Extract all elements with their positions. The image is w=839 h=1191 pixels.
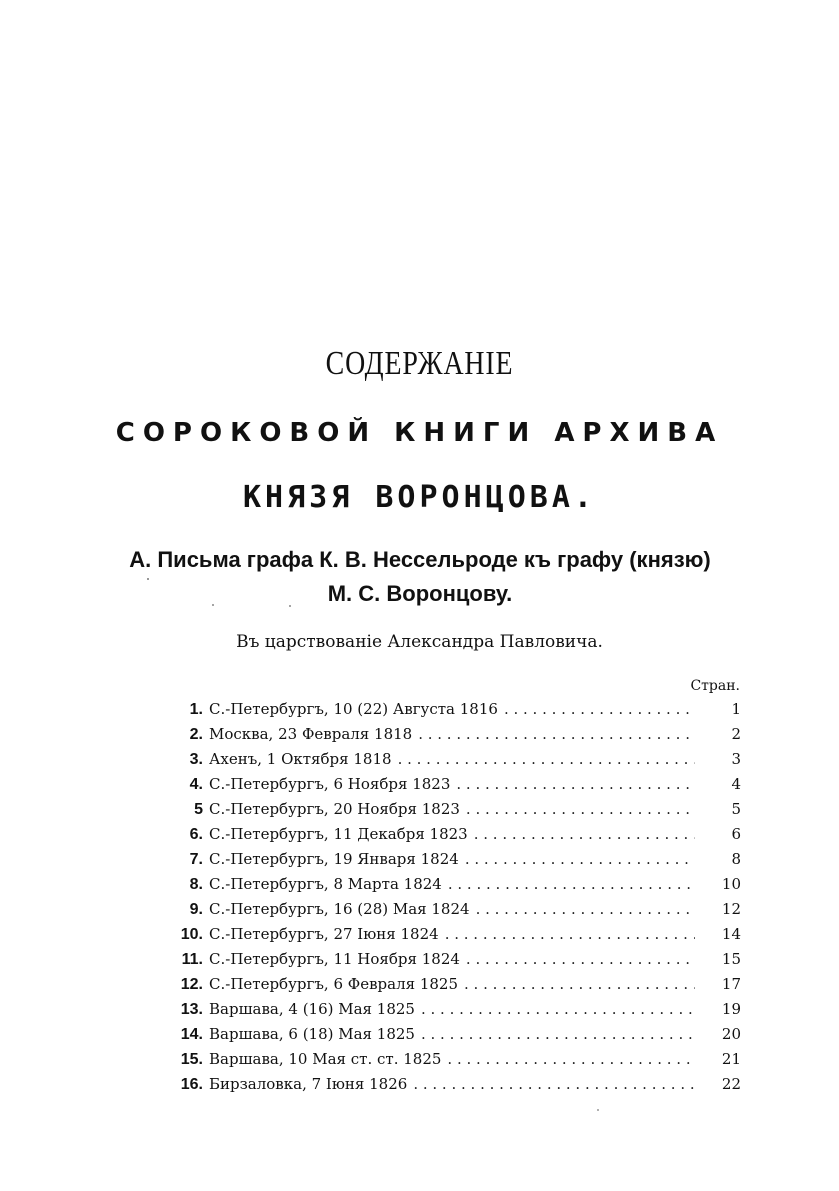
toc-entry: С.-Петербургъ, 20 Ноября 1823	[209, 800, 460, 818]
toc-leader-dots	[448, 875, 695, 893]
page-title: СОДЕРЖАНІЕ	[325, 345, 514, 382]
toc-leader-dots	[466, 800, 695, 818]
toc-entry: С.-Петербургъ, 11 Декабря 1823	[209, 825, 468, 843]
toc-leader-dots	[421, 1025, 695, 1043]
toc-number: 5	[194, 801, 203, 818]
toc-leader-dots	[504, 700, 695, 718]
toc-entry: С.-Петербургъ, 11 Ноября 1824	[209, 950, 460, 968]
toc-leader-dots	[447, 1050, 695, 1068]
toc-row	[165, 1050, 741, 1075]
section-a-line2: М. С. Воронцову.	[327, 581, 513, 606]
toc-leader-dots	[474, 825, 695, 843]
toc-leader-dots	[465, 850, 695, 868]
toc-leader-dots	[466, 950, 695, 968]
toc-number: 15.	[180, 1051, 203, 1068]
toc-entry: С.-Петербургъ, 6 Ноября 1823	[209, 775, 451, 793]
toc-row	[165, 900, 741, 925]
toc-number: 10.	[180, 926, 203, 943]
table-of-contents	[165, 700, 741, 1100]
toc-row	[165, 1025, 741, 1050]
toc-entry: Ахенъ, 1 Октября 1818	[209, 750, 392, 768]
toc-page-number: 17	[721, 975, 741, 993]
toc-number: 1.	[189, 701, 203, 718]
toc-leader-dots	[464, 975, 695, 993]
toc-number: 3.	[189, 751, 203, 768]
toc-page-number: 20	[721, 1025, 741, 1043]
toc-number: 9.	[189, 901, 203, 918]
toc-number: 11.	[181, 951, 203, 968]
toc-row	[165, 925, 741, 950]
toc-entry: С.-Петербургъ, 27 Іюня 1824	[209, 925, 439, 943]
toc-leader-dots	[398, 750, 695, 768]
toc-page-number: 14	[721, 925, 741, 943]
toc-page-number: 1	[731, 700, 741, 718]
toc-entry: С.-Петербургъ, 8 Марта 1824	[209, 875, 442, 893]
toc-page-number: 3	[731, 750, 741, 768]
toc-page-number: 5	[731, 800, 741, 818]
toc-entry: Москва, 23 Февраля 1818	[209, 725, 413, 743]
toc-row	[165, 950, 741, 975]
toc-row	[165, 775, 741, 800]
toc-page-number: 4	[731, 775, 741, 793]
reign-heading: Въ царствованіе Александра Павловича.	[236, 632, 603, 652]
toc-number: 4.	[189, 776, 203, 793]
toc-row	[165, 1000, 741, 1025]
toc-number: 16.	[180, 1076, 203, 1093]
toc-entry: Варшава, 10 Мая ст. ст. 1825	[209, 1050, 442, 1068]
toc-entry: С.-Петербургъ, 6 Февраля 1825	[209, 975, 459, 993]
toc-number: 6.	[189, 826, 203, 843]
toc-row	[165, 875, 741, 900]
toc-entry: Варшава, 4 (16) Мая 1825	[209, 1000, 415, 1018]
toc-page-number: 15	[721, 950, 741, 968]
toc-leader-dots	[421, 1000, 695, 1018]
toc-entry: С.-Петербургъ, 10 (22) Августа 1816	[209, 700, 498, 718]
toc-row	[165, 825, 741, 850]
toc-row	[165, 975, 741, 1000]
toc-page-number: 19	[721, 1000, 741, 1018]
toc-leader-dots	[456, 775, 695, 793]
toc-row	[165, 1075, 741, 1100]
toc-row	[165, 850, 741, 875]
toc-page-number: 6	[731, 825, 741, 843]
toc-row	[165, 750, 741, 775]
toc-number: 14.	[180, 1026, 203, 1043]
toc-page-number: 22	[721, 1075, 741, 1093]
toc-entry: С.-Петербургъ, 19 Января 1824	[209, 850, 459, 868]
subtitle-book: СОРОКОВОЙ КНИГИ АРХИВА	[115, 418, 724, 448]
toc-number: 7.	[189, 851, 203, 868]
toc-row	[165, 800, 741, 825]
toc-page-number: 8	[731, 850, 741, 868]
toc-row	[165, 700, 741, 725]
toc-number: 8.	[189, 876, 203, 893]
toc-entry: Бирзаловка, 7 Іюня 1826	[209, 1075, 408, 1093]
toc-leader-dots	[418, 725, 695, 743]
toc-number: 12.	[180, 976, 203, 993]
toc-leader-dots	[476, 900, 695, 918]
toc-page-number: 2	[731, 725, 741, 743]
section-a-line1: А. Письма графа К. В. Нессельроде къ графу (князю)	[129, 547, 711, 572]
toc-number: 13.	[180, 1001, 203, 1018]
page-column-header: Стран.	[690, 678, 740, 694]
toc-leader-dots	[445, 925, 695, 943]
toc-page-number: 12	[721, 900, 741, 918]
toc-leader-dots	[413, 1075, 695, 1093]
subtitle-prince: КНЯЗЯ ВОРОНЦОВА.	[243, 480, 596, 515]
toc-entry: С.-Петербургъ, 16 (28) Мая 1824	[209, 900, 470, 918]
toc-page-number: 21	[721, 1050, 741, 1068]
section-a-heading	[120, 543, 720, 611]
toc-entry: Варшава, 6 (18) Мая 1825	[209, 1025, 415, 1043]
toc-number: 2.	[189, 726, 203, 743]
toc-page-number: 10	[721, 875, 741, 893]
toc-row	[165, 725, 741, 750]
